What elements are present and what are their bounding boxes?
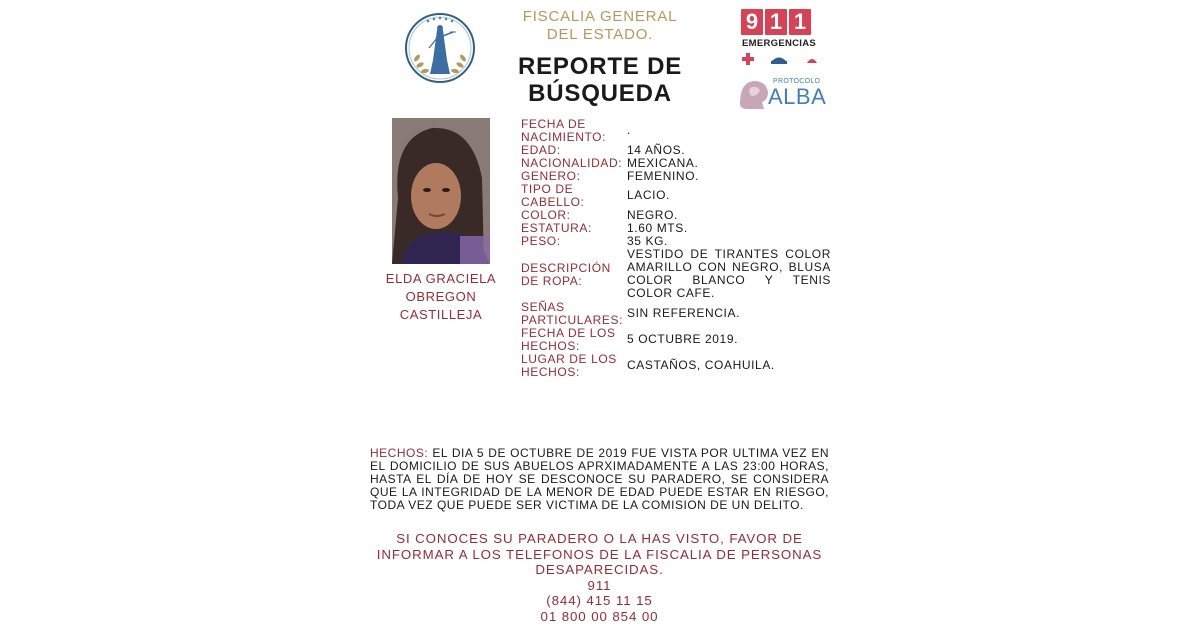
field-label-gender: GENERO: — [521, 169, 581, 183]
missing-person-photo — [392, 118, 490, 264]
field-label-age: EDAD: — [521, 143, 561, 157]
justice-seal-icon — [395, 8, 485, 100]
field-value-event-date: 5 OCTUBRE 2019. — [627, 332, 739, 346]
missing-person-name: ELDA GRACIELA OBREGON CASTILLEJA — [385, 271, 497, 322]
field-label-weight: PESO: — [521, 234, 561, 248]
fiscalia-logo — [395, 8, 485, 100]
field-value-nationality: MEXICANA. — [627, 156, 699, 170]
page-title: REPORTE DE BÚSQUEDA — [517, 53, 683, 107]
field-label-height: ESTATURA: — [521, 221, 592, 235]
agency-name: FISCALIA GENERAL DEL ESTADO. — [522, 8, 678, 43]
field-value-gender: FEMENINO. — [627, 169, 700, 183]
alba-protocol-label: PROTOCOLO — [773, 78, 821, 85]
facts-text: EL DIA 5 DE OCTUBRE DE 2019 FUE VISTA POR ULTIMA VEZ EN EL DOMICILIO DE SUS ABUELOS APRXIMADAMENTE A LAS 23:00 HORAS, HASTA EL DÍA DE HOY SE DESCONOCE SU PARADERO, SE CONSIDERA QUE LA INTEGRIDAD DE LA MENOR DE EDAD PUEDE ESTAR EN RIESGO, TODA VEZ QUE PUEDE SER VICTIMA DE LA COMISION DE UN DELITO. — [370, 446, 829, 512]
field-value-hair-type: LACIO. — [627, 188, 670, 202]
medical-cross-icon — [742, 53, 754, 65]
contact-callout — [370, 531, 829, 624]
facts-label: HECHOS: — [370, 446, 429, 460]
digit-1b: 1 — [789, 9, 811, 35]
field-label-event-date: FECHA DE LOS HECHOS: — [521, 326, 616, 353]
emergency-911-logo — [741, 9, 813, 35]
field-value-clothing: VESTIDO DE TIRANTES COLOR AMARILLO CON NEGRO, BLUSA COLOR BLANCO Y TENIS COLOR CAFE. — [627, 247, 831, 300]
field-label-event-place: LUGAR DE LOS HECHOS: — [521, 352, 617, 379]
contact-phone-911: 911 — [587, 577, 612, 593]
alba-label: ALBA — [768, 84, 827, 109]
field-label-nationality: NACIONALIDAD: — [521, 156, 623, 170]
police-cap-icon — [771, 58, 787, 65]
field-label-birthdate: FECHA DE NACIMIENTO: — [521, 117, 607, 144]
field-label-color: COLOR: — [521, 208, 571, 222]
field-value-weight: 35 KG. — [627, 234, 668, 248]
emergency-label: EMERGENCIAS — [741, 38, 817, 49]
field-label-hair-type: TIPO DE CABELLO: — [521, 182, 585, 209]
field-value-marks: SIN REFERENCIA. — [627, 306, 741, 320]
contact-message: SI CONOCES SU PARADERO O LA HAS VISTO, FAVOR DE INFORMAR A LOS TELEFONOS DE LA FISCALIA DE PERSONAS DESAPARECIDAS. — [376, 531, 823, 577]
field-value-age: 14 AÑOS. — [627, 143, 686, 157]
field-value-color: NEGRO. — [627, 208, 678, 222]
field-value-height: 1.60 MTS. — [627, 221, 688, 235]
digit-9: 9 — [741, 9, 763, 35]
field-label-marks: SEÑAS PARTICULARES: — [521, 300, 624, 327]
digit-1a: 1 — [765, 9, 787, 35]
contact-phone-local: (844) 415 11 15 — [546, 593, 653, 608]
emergency-icons — [741, 52, 821, 66]
facts-paragraph — [370, 447, 829, 512]
field-value-birthdate: . — [627, 123, 631, 137]
field-value-event-place: CASTAÑOS, COAHUILA. — [627, 358, 775, 372]
field-label-clothing: DESCRIPCIÓN DE ROPA: — [521, 261, 611, 288]
fire-helmet-icon — [807, 59, 817, 63]
contact-phone-tollfree: 01 800 00 854 00 — [540, 608, 659, 624]
